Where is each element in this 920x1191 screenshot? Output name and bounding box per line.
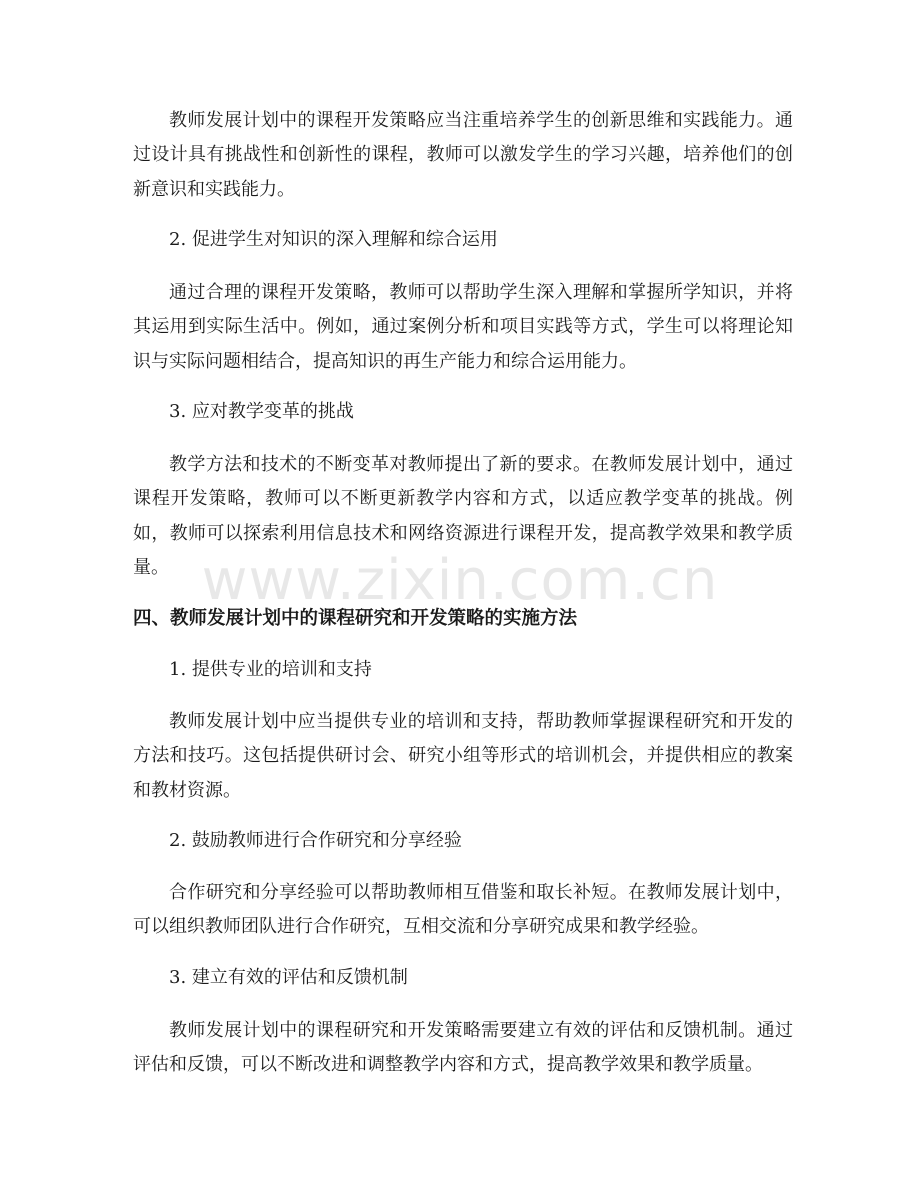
paragraph: 通过合理的课程开发策略，教师可以帮助学生深入理解和掌握所学知识，并将其运用到实际生活中。例如，通过案例分析和项目实践等方式，学生可以将理论知识与实际问题相结合，提高知识的再生产能力和综合运用能力。	[133, 282, 793, 372]
list-item: 1. 提供专业的培训和支持	[169, 659, 372, 680]
paragraph: 教学方法和技术的不断变革对教师提出了新的要求。在教师发展计划中，通过课程开发策略，教师可以不断更新教学内容和方式，以适应教学变革的挑战。例如，教师可以探索利用信息技术和网络资源进行课程开发，提高教学效果和教学质量。	[133, 454, 793, 578]
list-item: 2. 鼓励教师进行合作研究和分享经验	[169, 830, 462, 851]
list-item: 3. 建立有效的评估和反馈机制	[169, 967, 408, 988]
paragraph: 教师发展计划中应当提供专业的培训和支持，帮助教师掌握课程研究和开发的方法和技巧。这包括提供研讨会、研究小组等形式的培训机会，并提供相应的教案和教材资源。	[133, 711, 793, 801]
paragraph: 合作研究和分享经验可以帮助教师相互借鉴和取长补短。在教师发展计划中，可以组织教师团队进行合作研究，互相交流和分享研究成果和教学经验。	[133, 882, 793, 938]
watermark: www.zixin.com.cn	[201, 548, 719, 613]
list-item: 3. 应对教学变革的挑战	[169, 401, 354, 422]
paragraph: 教师发展计划中的课程开发策略应当注重培养学生的创新思维和实践能力。通过设计具有挑战性和创新性的课程，教师可以激发学生的学习兴趣，培养他们的创新意识和实践能力。	[133, 110, 793, 200]
list-item: 2. 促进学生对知识的深入理解和综合运用	[169, 229, 498, 250]
section-heading: 四、教师发展计划中的课程研究和开发策略的实施方法	[133, 608, 578, 629]
paragraph: 教师发展计划中的课程研究和开发策略需要建立有效的评估和反馈机制。通过评估和反馈，可以不断改进和调整教学内容和方式，提高教学效果和教学质量。	[133, 1020, 793, 1076]
